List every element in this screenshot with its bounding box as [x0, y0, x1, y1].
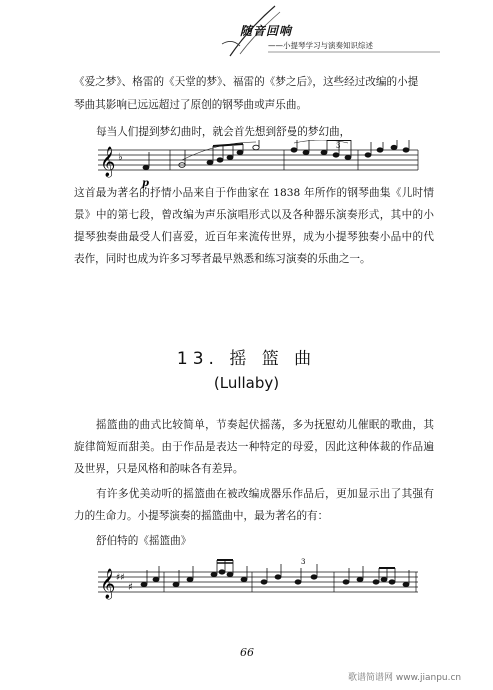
paragraph-5: 有许多优美动听的摇篮曲在被改编成器乐作品后，更加显示出了其强有力的生命力。小提琴演奏的摇篮曲中，最为著名的有：: [74, 488, 434, 522]
svg-text:♯♯: ♯♯: [116, 573, 125, 583]
svg-text:♭: ♭: [118, 152, 123, 163]
header-ornament-icon: [200, 4, 450, 60]
site-watermark: 歌谱简谱网 www.jianpu.cn: [348, 673, 462, 683]
svg-text:♯: ♯: [128, 582, 133, 593]
triplet-mark-2: 3: [301, 558, 306, 566]
music-staff-lullaby: [98, 558, 428, 608]
header-subtitle: ——小提琴学习与演奏知识综述: [268, 41, 373, 50]
dynamic-mark: p: [142, 178, 149, 188]
section-heading: 13. 摇 篮 曲: [176, 349, 317, 369]
paragraph-4: 摇篮曲的曲式比较简单，节奏起伏摇荡，多为抚慰幼儿催眠的歌曲，其旋律简短而甜美。由于作品是表达一种特定的母爱，因此这种体裁的作品遍及世界，只是风格和韵味各有差异。: [74, 419, 434, 475]
section-subheading: (Lullaby): [213, 374, 280, 392]
page-header: [200, 4, 450, 60]
page-number: 66: [240, 646, 254, 659]
music-staff-traumerei: [98, 140, 428, 188]
paragraph-2-line-1: 每当人们提到梦幻曲时，就会首先想到舒曼的梦幻曲，: [96, 126, 351, 138]
treble-clef-icon-2: 𝄞: [100, 569, 116, 599]
triplet-mark: 3: [336, 142, 341, 150]
paragraph-6: 舒伯特的《摇篮曲》: [96, 535, 192, 547]
treble-clef-icon: 𝄞: [100, 147, 116, 177]
paragraph-1-line-1: 《爱之梦》、格雷的《天堂的梦》、福雷的《梦之后》，这些经过改编的小提: [74, 76, 419, 88]
paragraph-1-line-2: 琴曲其影响已远远超过了原创的钢琴曲或声乐曲。: [74, 99, 308, 111]
header-title: 随音回响: [240, 24, 293, 38]
paragraph-3: 这首最为著名的抒情小品来自于作曲家在 1838 年所作的钢琴曲集《儿时情景》中的第七段，曾改编为声乐演唱形式以及各种器乐演奏形式，其中的小提琴独奏曲最受人们喜爱，近百年来流传世界，成为小提琴独奏小品中的代表作，同时也成为许多习琴者最早熟悉和练习演奏的乐曲之一。: [74, 187, 434, 265]
